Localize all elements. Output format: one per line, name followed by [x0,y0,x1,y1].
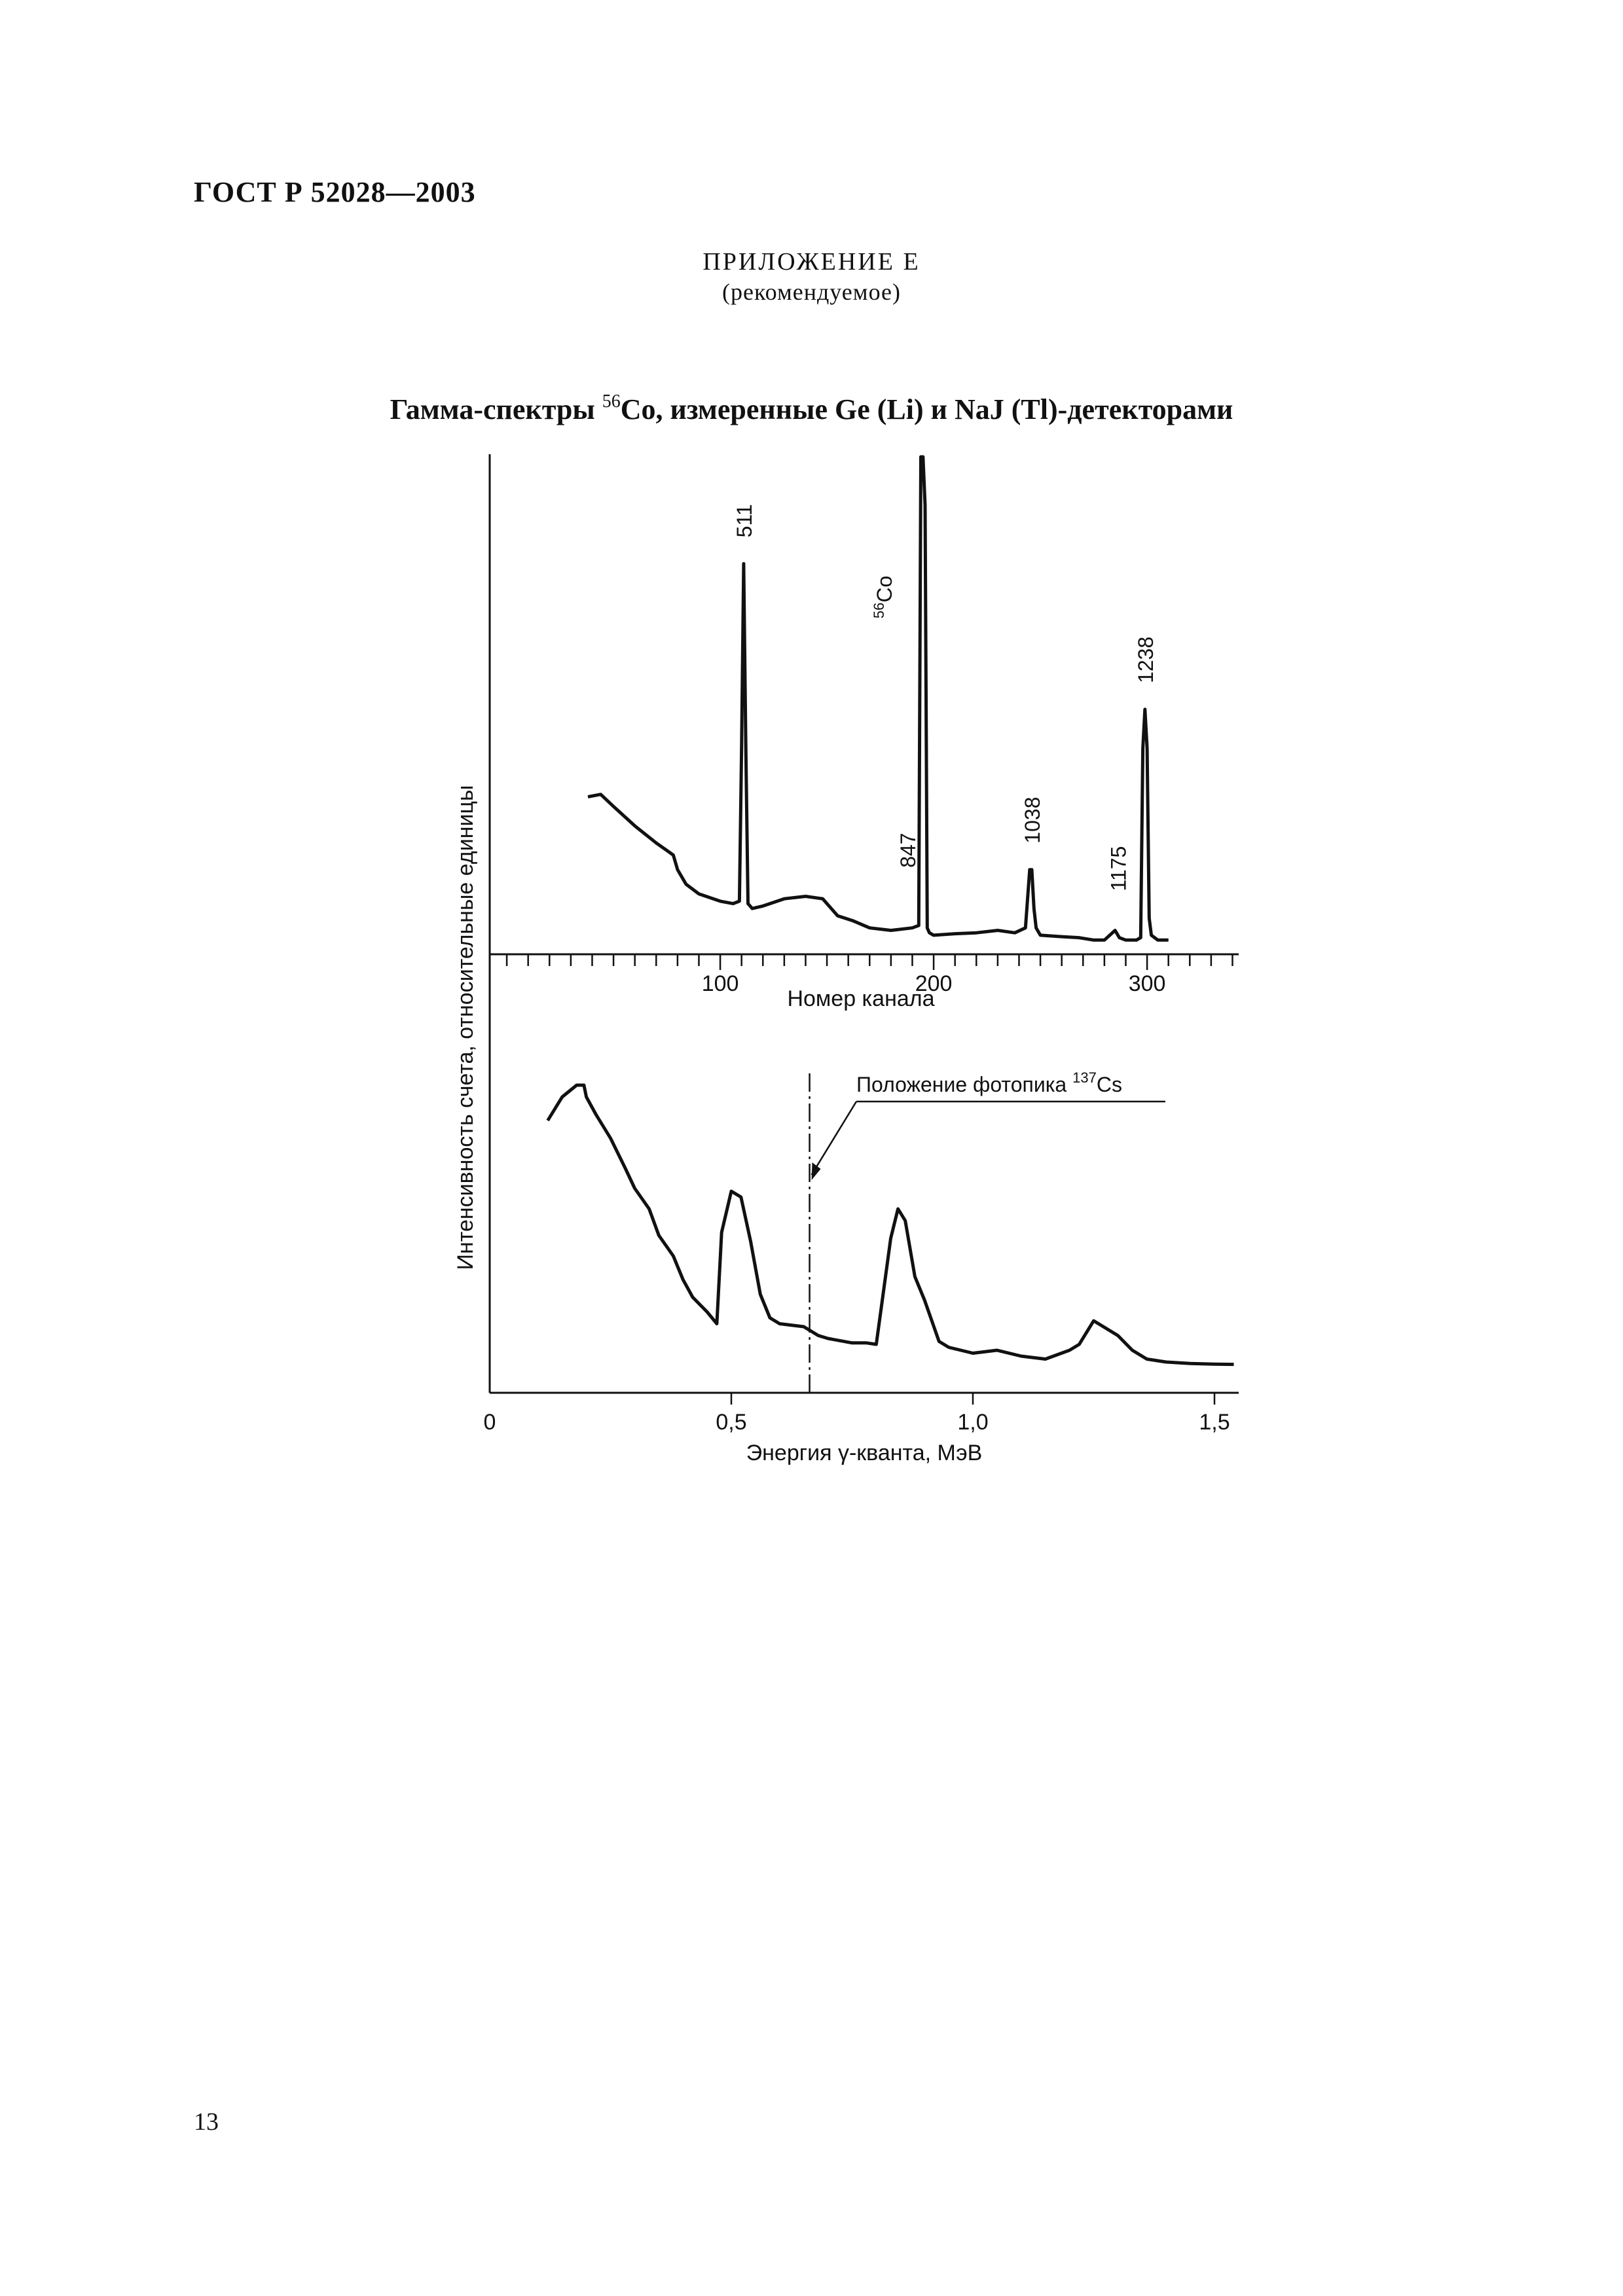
cs137-arrowhead [812,1162,821,1180]
peak-label: 1175 [1106,846,1131,891]
cs137-label-isotope: Cs [1096,1073,1122,1096]
bottom-x-tick-label: 0 [483,1410,496,1435]
axes-layer [490,454,1239,1405]
page-number: 13 [194,2108,219,2136]
co56-label-mass: 56 [871,602,887,619]
annex-title: ПРИЛОЖЕНИЕ Е [702,248,921,276]
ge-li-spectrum-line [588,457,1169,940]
figure-title-part2: Co, измеренные Ge (Li) и NaJ (Tl)-детекторами [620,393,1233,425]
text-layer [453,504,1230,1465]
y-axis-title: Интенсивность счета, относительные единицы [453,785,478,1270]
top-x-tick-label: 100 [701,971,739,996]
document-standard-code: ГОСТ Р 52028—2003 [194,176,476,208]
bottom-x-tick-label: 0,5 [716,1410,747,1435]
annex-status: (рекомендуемое) [722,279,901,305]
top-x-axis-title: Номер канала [787,986,935,1011]
cs137-label-mass: 137 [1072,1069,1097,1086]
peak-label: 847 [896,833,921,868]
top-x-tick-label: 300 [1128,971,1166,996]
naj-tl-spectrum-line [548,1085,1234,1365]
bottom-x-tick-label: 1,5 [1199,1410,1230,1435]
co56-isotope-label [871,576,896,619]
peak-label: 1038 [1021,797,1044,844]
bottom-x-tick-label: 1,0 [957,1410,989,1435]
co56-label-element: Co [873,575,896,603]
top-x-tick-label: 200 [915,971,953,996]
cs137-label-text: Положение фотопика [856,1073,1073,1096]
cs137-photopeak-label [856,1069,1122,1096]
bottom-x-axis-title: Энергия γ-кванта, МэВ [746,1441,983,1465]
figure-title-part1: Гамма-спектры [390,393,602,425]
cs137-leader-line [812,1102,856,1175]
peak-label: 1238 [1133,636,1158,683]
figure-title-superscript: 56 [602,391,621,412]
peak-label: 511 [732,504,756,538]
